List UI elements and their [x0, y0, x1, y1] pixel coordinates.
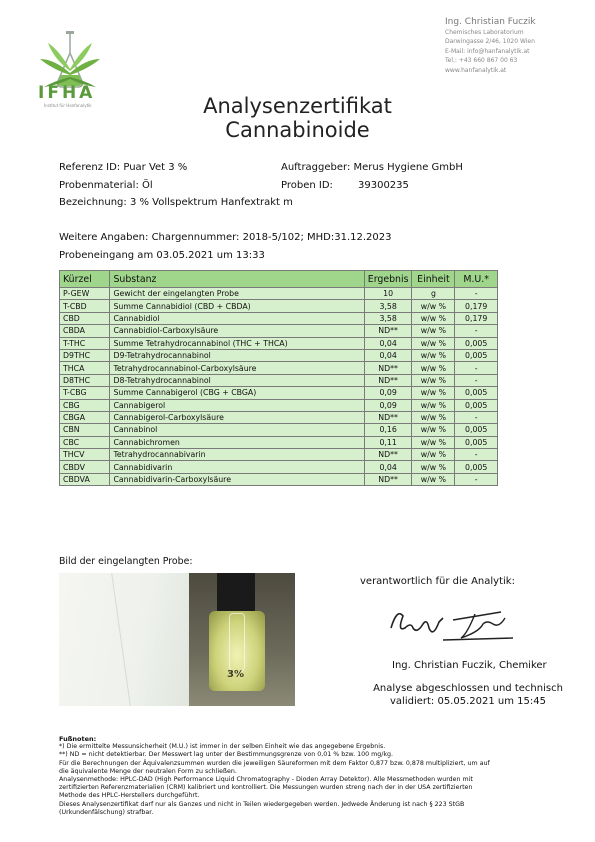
logo-wordmark: IFHA [38, 83, 96, 103]
cell-substanz: D8-Tetrahydrocannabinol [110, 374, 364, 386]
table-row [60, 436, 498, 448]
cell-kuerzel: CBDVA [60, 473, 110, 485]
cell-einheit: g [412, 288, 455, 300]
cell-substanz: Summe Cannabigerol (CBG + CBGA) [110, 387, 364, 399]
cell-mu: - [455, 325, 498, 337]
table-row [60, 349, 498, 361]
footnotes-heading: Fußnoten: [59, 735, 97, 743]
cell-ergebnis: ND** [364, 449, 412, 461]
referenz-value: Puar Vet 3 % [123, 162, 188, 173]
cell-einheit: w/w % [412, 399, 455, 411]
cell-ergebnis: 0,09 [364, 387, 412, 399]
footnote-line: Für die Berechnungen der Äquivalenzsummen wurden die jeweiligen Säureformen mit dem Faktor 0,877 bzw. 0,878 multipliziert, um auf [59, 759, 490, 767]
table-row [60, 399, 498, 411]
table-row [60, 312, 498, 324]
table-row [60, 461, 498, 473]
table-row [60, 387, 498, 399]
cell-kuerzel: T-CBG [60, 387, 110, 399]
cell-ergebnis: 0,16 [364, 424, 412, 436]
table-row [60, 411, 498, 423]
validation-line-1: Analyse abgeschlossen und technisch [373, 683, 563, 694]
cell-einheit: w/w % [412, 374, 455, 386]
cell-ergebnis: ND** [364, 473, 412, 485]
lab-phone: Tel.: +43 660 867 00 63 [445, 57, 518, 65]
lab-email: E-Mail: info@hanfanalytik.at [445, 47, 530, 55]
cell-mu: - [455, 411, 498, 423]
cell-einheit: w/w % [412, 312, 455, 324]
cell-mu: - [455, 473, 498, 485]
referenz-label: Referenz ID: [59, 162, 121, 173]
cell-substanz: Summe Tetrahydrocannabinol (THC + THCA) [110, 337, 364, 349]
cell-kuerzel: THCA [60, 362, 110, 374]
title-line-1: Analysenzertifikat [203, 94, 392, 118]
cell-kuerzel: CBC [60, 436, 110, 448]
cell-mu: 0,005 [455, 461, 498, 473]
cell-substanz: D9-Tetrahydrocannabinol [110, 349, 364, 361]
footnote-line: die äquivalente Menge der neutralen Form zu schließen. [59, 767, 237, 775]
cell-substanz: Cannabidivarin-Carboxylsäure [110, 473, 364, 485]
cell-substanz: Cannabidivarin [110, 461, 364, 473]
bottle-cap [217, 573, 255, 613]
proben-id-label: Proben ID: [281, 180, 333, 191]
cell-kuerzel: CBDV [60, 461, 110, 473]
cell-kuerzel: T-THC [60, 337, 110, 349]
cell-substanz: Gewicht der eingelangten Probe [110, 288, 364, 300]
cell-einheit: w/w % [412, 387, 455, 399]
photo-caption: Bild der eingelangten Probe: [59, 556, 193, 567]
cell-mu: - [455, 362, 498, 374]
cell-kuerzel: CBG [60, 399, 110, 411]
header-kuerzel: Kürzel [60, 271, 110, 288]
title-line-2: Cannabinoide [225, 118, 370, 142]
cell-kuerzel: D8THC [60, 374, 110, 386]
cell-mu: 0,005 [455, 399, 498, 411]
cell-mu: - [455, 288, 498, 300]
signature-image [383, 598, 523, 648]
lab-line: Chemisches Laboratorium [445, 29, 524, 36]
cell-ergebnis: 3,58 [364, 300, 412, 312]
cell-ergebnis: 0,09 [364, 399, 412, 411]
cell-mu: 0,005 [455, 424, 498, 436]
footnote-line: (Urkundenfälschung) strafbar. [59, 808, 154, 816]
cell-einheit: w/w % [412, 349, 455, 361]
results-body [60, 288, 498, 486]
footnote-line: zertifizierten Referenzmaterialien (CRM) kalibriert und kontrolliert. Die Messungen wurden streng nach der in der USA zertifizierten [59, 784, 473, 792]
footnotes [59, 735, 559, 817]
cell-einheit: w/w % [412, 436, 455, 448]
table-row [60, 473, 498, 485]
cell-ergebnis: 3,58 [364, 312, 412, 324]
header-ergebnis: Ergebnis [364, 271, 412, 288]
cell-einheit: w/w % [412, 325, 455, 337]
cell-einheit: w/w % [412, 449, 455, 461]
table-row [60, 337, 498, 349]
table-header-row [60, 271, 498, 288]
weitere-angaben: Weitere Angaben: Chargennummer: 2018-5/102; MHD:31.12.2023 [59, 232, 392, 243]
document-title [0, 94, 595, 142]
table-row [60, 374, 498, 386]
lab-name: Ing. Christian Fuczik [445, 17, 536, 27]
cell-kuerzel: D9THC [60, 349, 110, 361]
cell-mu: 0,005 [455, 436, 498, 448]
proben-id-value: 39300235 [358, 180, 409, 191]
cell-ergebnis: 0,04 [364, 349, 412, 361]
footnote-line: Dieses Analysenzertifikat darf nur als Ganzes und nicht in Teilen wiedergegeben werden. Jedwede Änderung ist nach § 223 StGB [59, 800, 465, 808]
cell-substanz: Cannabidiol-Carboxylsäure [110, 325, 364, 337]
cell-kuerzel: CBDA [60, 325, 110, 337]
cell-einheit: w/w % [412, 337, 455, 349]
signer-name: Ing. Christian Fuczik, Chemiker [392, 660, 547, 671]
cell-substanz: Summe Cannabidiol (CBD + CBDA) [110, 300, 364, 312]
table-row [60, 362, 498, 374]
cell-substanz: Tetrahydrocannabinol-Carboxylsäure [110, 362, 364, 374]
cell-substanz: Cannabidiol [110, 312, 364, 324]
probenmaterial-value: Öl [142, 180, 153, 191]
bottle-label: 3% [227, 669, 244, 680]
table-row [60, 300, 498, 312]
auftraggeber-value: Merus Hygiene GmbH [353, 162, 463, 173]
validation-note [368, 682, 568, 708]
cell-substanz: Cannabigerol [110, 399, 364, 411]
table-row [60, 325, 498, 337]
table-row [60, 424, 498, 436]
cell-kuerzel: T-CBD [60, 300, 110, 312]
bezeichnung-field [59, 197, 293, 208]
cell-ergebnis: ND** [364, 362, 412, 374]
cell-substanz: Cannabinol [110, 424, 364, 436]
cell-kuerzel: THCV [60, 449, 110, 461]
cell-ergebnis: 0,04 [364, 461, 412, 473]
sample-photo [59, 573, 295, 706]
cell-kuerzel: CBN [60, 424, 110, 436]
cell-einheit: w/w % [412, 461, 455, 473]
cell-kuerzel: CBD [60, 312, 110, 324]
probenmaterial-field [59, 180, 153, 191]
logo-tagline: Institut für Hanfanalytik [44, 103, 92, 108]
cell-substanz: Tetrahydrocannabivarin [110, 449, 364, 461]
cell-mu: 0,179 [455, 300, 498, 312]
footnote-line: Methode des HPLC-Herstellers durchgeführt. [59, 792, 200, 800]
header-einheit: Einheit [412, 271, 455, 288]
cell-einheit: w/w % [412, 473, 455, 485]
cell-ergebnis: 0,11 [364, 436, 412, 448]
table-row [60, 449, 498, 461]
cell-einheit: w/w % [412, 300, 455, 312]
cell-ergebnis: 0,04 [364, 337, 412, 349]
responsible-label: verantwortlich für die Analytik: [360, 576, 515, 587]
cell-ergebnis: ND** [364, 411, 412, 423]
auftraggeber-label: Auftraggeber: [281, 162, 351, 173]
cell-substanz: Cannabichromen [110, 436, 364, 448]
probeneingang: Probeneingang am 03.05.2021 um 13:33 [59, 250, 265, 261]
cell-kuerzel: CBGA [60, 411, 110, 423]
header-mu: M.U.* [455, 271, 498, 288]
cell-einheit: w/w % [412, 424, 455, 436]
cell-ergebnis: ND** [364, 374, 412, 386]
cell-mu: - [455, 374, 498, 386]
cell-mu: 0,179 [455, 312, 498, 324]
lab-line: Darwingasse 2/46, 1020 Wien [445, 38, 535, 46]
cell-ergebnis: ND** [364, 325, 412, 337]
probenmaterial-label: Probenmaterial: [59, 180, 139, 191]
bezeichnung-label: Bezeichnung: [59, 197, 127, 208]
cell-mu: 0,005 [455, 349, 498, 361]
results-table [59, 270, 498, 486]
referenz-field [59, 162, 187, 173]
footnote-line: *) Die ermittelte Messunsicherheit (M.U.) ist immer in der selben Einheit wie das angegebene Ergebnis. [59, 743, 386, 751]
footnote-line: **) ND = nicht detektierbar. Der Messwert lag unter der Bestimmungsgrenze von 0,01 % bzw. 100 mg/kg. [59, 751, 394, 759]
table-row [60, 288, 498, 300]
cell-einheit: w/w % [412, 362, 455, 374]
cell-mu: 0,005 [455, 337, 498, 349]
auftraggeber-field [281, 162, 463, 173]
bezeichnung-value: 3 % Vollspektrum Hanfextrakt m [129, 197, 293, 208]
cell-ergebnis: 10 [364, 288, 412, 300]
lab-address [445, 16, 585, 75]
header-substanz: Substanz [110, 271, 364, 288]
footnote-line: Analysenmethode: HPLC-DAD (High Performance Liquid Chromatography - Dioden Array Detektor). Alle Messmethoden wurden mit [59, 776, 473, 784]
cell-einheit: w/w % [412, 411, 455, 423]
lab-website: www.hanfanalytik.at [445, 66, 507, 74]
cell-substanz: Cannabigerol-Carboxylsäure [110, 411, 364, 423]
validation-line-2: validiert: 05.05.2021 um 15:45 [390, 696, 546, 707]
cell-kuerzel: P-GEW [60, 288, 110, 300]
cell-mu: 0,005 [455, 387, 498, 399]
cell-mu: - [455, 449, 498, 461]
